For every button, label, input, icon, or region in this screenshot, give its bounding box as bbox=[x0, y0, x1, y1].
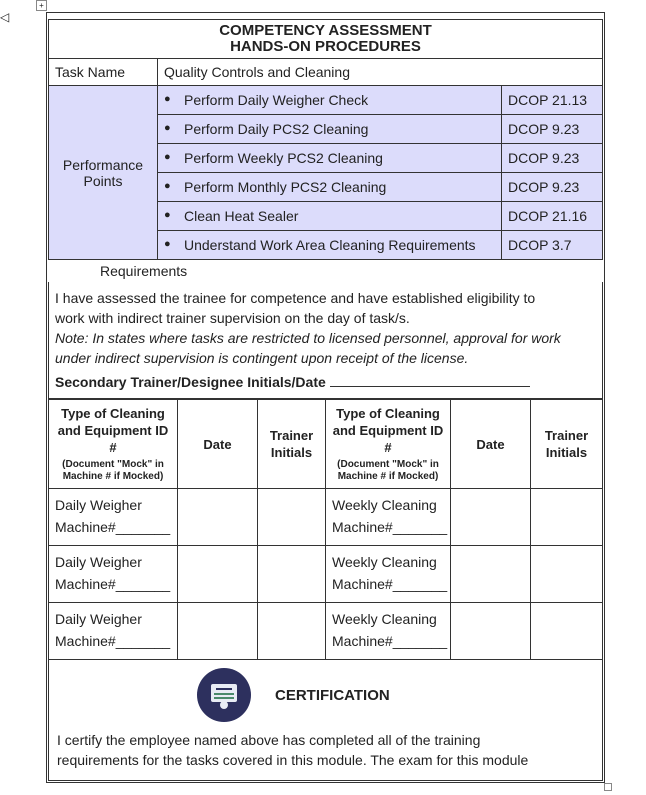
bullet-icon: ● bbox=[164, 93, 171, 105]
log-row-left-machine[interactable]: Machine#_______ bbox=[55, 633, 171, 649]
performance-code: DCOP 9.23 bbox=[501, 115, 602, 144]
outer-frame bbox=[46, 12, 605, 783]
statement-line1: I have assessed the trainee for competence and have established eligibility to bbox=[55, 290, 536, 306]
log-row-right-initials[interactable] bbox=[531, 546, 603, 603]
header-initials-left: Trainer Initials bbox=[258, 400, 326, 489]
task-name-value: Quality Controls and Cleaning bbox=[158, 59, 603, 86]
log-table bbox=[48, 399, 603, 660]
log-row-left-cell bbox=[49, 603, 178, 660]
header-initials-right: Trainer Initials bbox=[531, 400, 603, 489]
header-date-left: Date bbox=[178, 400, 258, 489]
bullet-icon: ● bbox=[164, 238, 171, 250]
log-row-left-machine[interactable]: Machine#_______ bbox=[55, 519, 171, 535]
bullet-icon: ● bbox=[164, 151, 171, 163]
header-type-right: Type of Cleaning and Equipment ID # (Document "Mock" in Machine # if Mocked) bbox=[326, 400, 451, 489]
log-row-left-type: Daily Weigher bbox=[55, 497, 142, 513]
log-row-right-cell bbox=[326, 603, 451, 660]
secondary-trainer-label: Secondary Trainer/Designee Initials/Date bbox=[55, 372, 596, 392]
performance-row bbox=[49, 86, 603, 115]
statement-line2: work with indirect trainer supervision on the day of task/s. bbox=[55, 310, 410, 326]
performance-item-text: Perform Weekly PCS2 Cleaning bbox=[184, 150, 383, 166]
performance-item bbox=[158, 173, 502, 202]
log-row-left-cell bbox=[49, 546, 178, 603]
log-row-left-date[interactable] bbox=[178, 546, 258, 603]
table-resize-handle[interactable] bbox=[604, 783, 612, 791]
performance-item bbox=[158, 202, 502, 231]
page-title: COMPETENCY ASSESSMENT HANDS-ON PROCEDURES bbox=[49, 20, 603, 59]
bullet-icon: ● bbox=[164, 122, 171, 134]
log-row-right-date[interactable] bbox=[451, 546, 531, 603]
performance-item-text: Perform Daily PCS2 Cleaning bbox=[184, 121, 369, 137]
certificate-icon bbox=[197, 668, 251, 722]
signature-line[interactable] bbox=[330, 386, 530, 387]
log-row-right-type: Weekly Cleaning bbox=[332, 497, 437, 513]
header-type-left: Type of Cleaning and Equipment ID # (Document "Mock" in Machine # if Mocked) bbox=[49, 400, 178, 489]
log-row-left-initials[interactable] bbox=[258, 603, 326, 660]
log-row-left-date[interactable] bbox=[178, 603, 258, 660]
log-row bbox=[49, 546, 603, 603]
log-row-right-initials[interactable] bbox=[531, 603, 603, 660]
log-row-right-date[interactable] bbox=[451, 603, 531, 660]
log-row-right-type: Weekly Cleaning bbox=[332, 554, 437, 570]
log-row-right-machine[interactable]: Machine#_______ bbox=[332, 576, 448, 592]
performance-label: Performance Points bbox=[49, 86, 158, 260]
statement-note: Note: In states where tasks are restricted to licensed personnel, approval for work under indirect supervision is contingent upon receipt of the license. bbox=[55, 330, 561, 366]
performance-item bbox=[158, 115, 502, 144]
performance-item bbox=[158, 86, 502, 115]
log-row-right-machine[interactable]: Machine#_______ bbox=[332, 633, 448, 649]
log-row-left-initials[interactable] bbox=[258, 546, 326, 603]
performance-item bbox=[158, 144, 502, 173]
margin-marker-icon: ◁ bbox=[0, 10, 10, 24]
requirements-overflow: Requirements bbox=[100, 263, 188, 279]
bullet-icon: ● bbox=[164, 180, 171, 192]
performance-item-text: Perform Daily Weigher Check bbox=[184, 92, 369, 108]
performance-code: DCOP 3.7 bbox=[501, 231, 602, 260]
log-row-left-type: Daily Weigher bbox=[55, 554, 142, 570]
table-move-handle[interactable]: + bbox=[36, 0, 47, 11]
log-row-left-type: Daily Weigher bbox=[55, 611, 142, 627]
log-row-right-type: Weekly Cleaning bbox=[332, 611, 437, 627]
performance-item-text: Understand Work Area Cleaning Requirements bbox=[184, 237, 476, 253]
performance-item bbox=[158, 231, 502, 260]
header-date-right: Date bbox=[451, 400, 531, 489]
log-row-right-cell bbox=[326, 546, 451, 603]
statement-block bbox=[48, 282, 603, 399]
performance-code: DCOP 9.23 bbox=[501, 173, 602, 202]
task-name-label: Task Name bbox=[49, 59, 158, 86]
bullet-icon: ● bbox=[164, 209, 171, 221]
performance-code: DCOP 9.23 bbox=[501, 144, 602, 173]
log-row-left-machine[interactable]: Machine#_______ bbox=[55, 576, 171, 592]
header-table bbox=[48, 19, 603, 260]
log-row bbox=[49, 603, 603, 660]
performance-item-text: Clean Heat Sealer bbox=[184, 208, 299, 224]
performance-code: DCOP 21.13 bbox=[501, 86, 602, 115]
performance-code: DCOP 21.16 bbox=[501, 202, 602, 231]
certification-text2: requirements for the tasks covered in this module. The exam for this module bbox=[57, 752, 529, 768]
certification-title: CERTIFICATION bbox=[275, 686, 390, 704]
certification-section bbox=[48, 660, 603, 781]
certification-text1: I certify the employee named above has completed all of the training bbox=[57, 732, 481, 748]
log-row-right-machine[interactable]: Machine#_______ bbox=[332, 519, 448, 535]
performance-item-text: Perform Monthly PCS2 Cleaning bbox=[184, 179, 387, 195]
